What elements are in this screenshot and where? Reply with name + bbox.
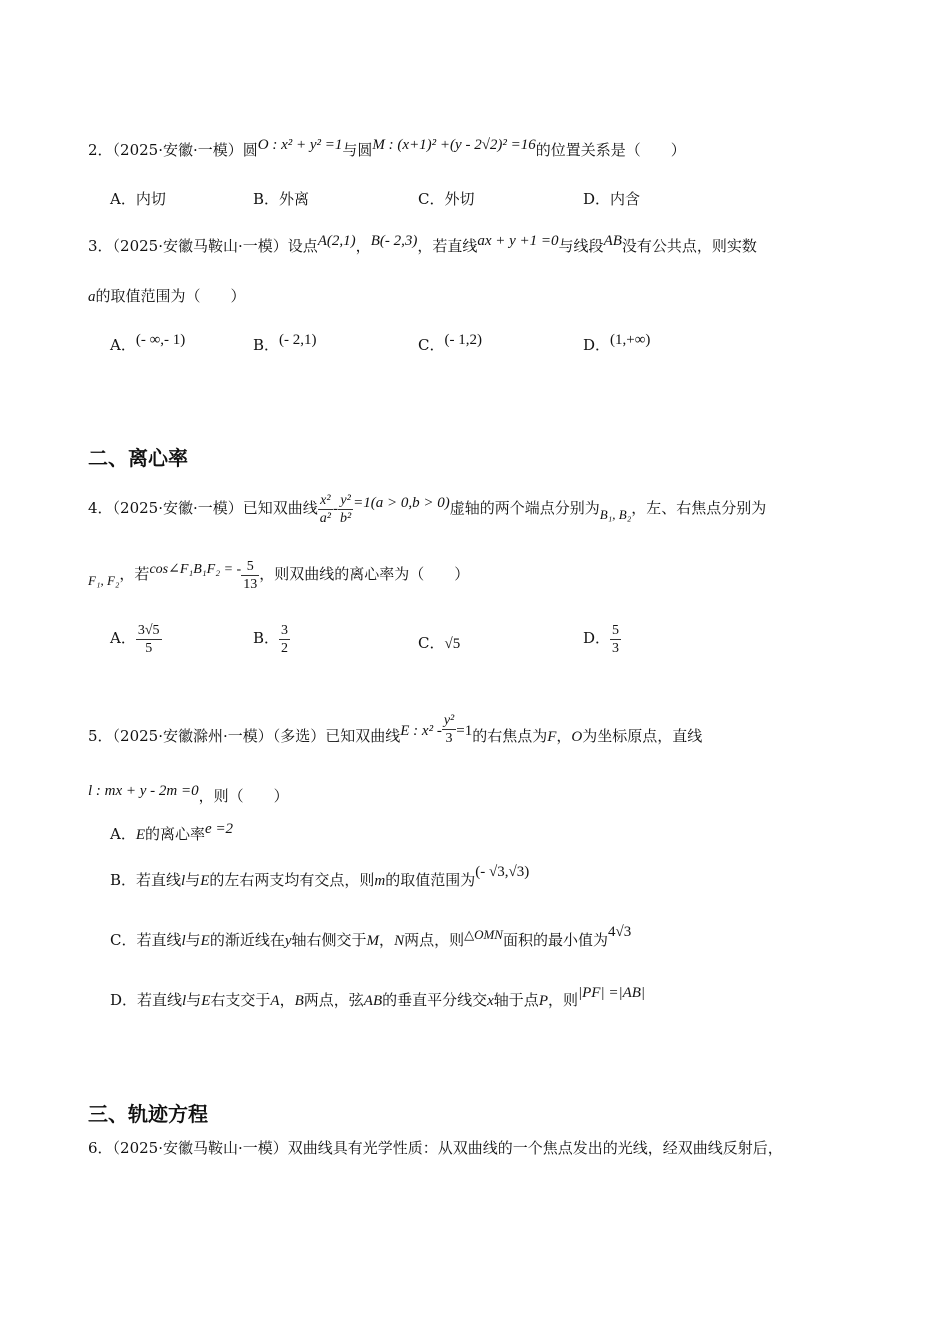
- fraction-denominator: 3: [445, 730, 453, 746]
- option-value: (1,+∞): [610, 332, 651, 348]
- question-text: 没有公共点，则实数: [621, 237, 757, 255]
- question-text: （2025·安徽马鞍山·一模）双曲线具有光学性质：从双曲线的一个焦点发出的光线，经双曲线反射后，: [112, 1139, 783, 1157]
- option-text: 的垂直平分线交: [382, 991, 488, 1009]
- math-operator: -: [332, 501, 338, 517]
- option-b: B．外离: [253, 190, 310, 208]
- fraction-numerator: 5: [612, 622, 620, 638]
- math-expression: e =2: [205, 821, 234, 837]
- math-variable: l: [181, 933, 186, 949]
- option-text: ，则: [547, 991, 578, 1009]
- math-expression: B(- 2,3): [370, 233, 418, 249]
- question-number: 3．: [88, 237, 113, 255]
- fraction-denominator: b²: [339, 510, 352, 526]
- option-letter: D．若直线: [110, 991, 183, 1009]
- section-heading: 三、轨迹方程: [88, 1102, 208, 1126]
- question-source: （2025·安徽·一模）已知双曲线: [112, 499, 318, 517]
- math-expression: △OMN: [464, 927, 503, 942]
- question-number: 6．: [88, 1139, 113, 1157]
- question-3-line-2: [88, 286, 246, 307]
- fraction-numerator: 3√5: [137, 622, 160, 638]
- math-expression: M : (x+1)² +(y - 2√2)² =16: [372, 137, 536, 153]
- option-d: D．内含: [583, 190, 641, 208]
- option-text: 的渐近线在: [209, 931, 285, 949]
- option-a: [110, 334, 185, 355]
- option-letter: B．: [253, 336, 280, 354]
- option-letter: D．: [583, 629, 611, 647]
- question-number: 2．: [88, 141, 113, 159]
- math-variable: E: [200, 873, 210, 889]
- math-variable: y: [284, 933, 292, 949]
- question-text: 与线段: [558, 237, 604, 255]
- fraction-numerator: x²: [318, 492, 333, 510]
- option-text: 两点，弦: [303, 991, 364, 1009]
- question-text: ，: [556, 727, 572, 745]
- option-value: (- 1,2): [444, 332, 482, 348]
- question-text: 的取值范围为（ ）: [95, 287, 246, 305]
- option-b: [253, 334, 317, 355]
- question-number: 5．: [88, 727, 113, 745]
- option-text: 右支交于: [210, 991, 271, 1009]
- fraction-denominator: 2: [281, 640, 289, 656]
- fraction-denominator: a²: [319, 510, 331, 526]
- fraction-denominator: 3: [612, 640, 620, 656]
- fraction: [136, 622, 162, 657]
- option-letter: B．若直线: [110, 871, 182, 889]
- question-3: [88, 233, 757, 257]
- math-variable: E: [135, 827, 146, 843]
- option-text: 与: [185, 931, 201, 949]
- section-heading: 二、离心率: [88, 446, 188, 470]
- option-letter: C．: [418, 336, 445, 354]
- fraction: [610, 622, 621, 657]
- question-2: [88, 137, 686, 161]
- option-letter: C．: [418, 634, 445, 652]
- math-variable: l: [181, 873, 186, 889]
- math-expression: |PF| =|AB|: [578, 985, 646, 1001]
- question-6: [88, 1138, 783, 1158]
- option-text: 的取值范围为: [385, 871, 476, 889]
- option-a: [110, 821, 234, 845]
- question-source: （2025·安徽滁州·一模）（多选）已知双曲线: [112, 727, 401, 745]
- fraction: [318, 492, 333, 527]
- option-d: [583, 334, 650, 355]
- option-text: 轴右侧交于: [291, 931, 367, 949]
- question-text: 的位置关系是（ ）: [535, 141, 686, 159]
- option-c: [110, 924, 632, 951]
- fraction-denominator: 13: [243, 576, 258, 592]
- question-text: ，则（ ）: [198, 787, 289, 805]
- math-variable: F: [547, 729, 557, 745]
- question-text: 为坐标原点，直线: [582, 727, 703, 745]
- question-text: 的右焦点为: [472, 727, 548, 745]
- math-variable: a: [88, 289, 96, 305]
- option-text: 两点，则: [404, 931, 465, 949]
- math-expression: cos∠F₁B₁F₂ = -: [149, 562, 242, 577]
- option-letter: D．: [583, 336, 611, 354]
- option-c: C．外切: [418, 190, 475, 208]
- math-variable: B: [294, 993, 304, 1009]
- fraction-numerator: 3: [281, 622, 289, 638]
- option-d: [583, 620, 621, 657]
- option-text: ，: [279, 991, 295, 1009]
- question-text: ，若: [119, 565, 150, 583]
- question-text: 虚轴的两个端点分别为: [449, 499, 600, 517]
- math-variable: m: [374, 873, 386, 889]
- option-text: 的离心率: [145, 825, 206, 843]
- math-variable: O: [571, 729, 583, 745]
- math-variable: P: [538, 993, 548, 1009]
- fraction: [279, 622, 290, 657]
- option-text: ，: [379, 931, 395, 949]
- question-5-line-2: [88, 783, 289, 807]
- math-expression: E : x² -: [400, 723, 442, 739]
- option-b: [253, 620, 290, 657]
- math-expression: A(2,1): [317, 233, 356, 249]
- question-4: [88, 490, 766, 527]
- question-text: 与圆: [342, 141, 373, 159]
- fraction: [442, 712, 456, 747]
- math-variable: l: [182, 993, 187, 1009]
- option-letter: B．: [253, 629, 280, 647]
- math-variable: AB: [363, 993, 383, 1009]
- math-variable: A: [270, 993, 280, 1009]
- option-text: 面积的最小值为: [502, 931, 608, 949]
- question-source: （2025·安徽马鞍山·一模）设点: [112, 237, 318, 255]
- option-a: [110, 620, 162, 657]
- option-c: [418, 632, 460, 653]
- question-text: ，左、右焦点分别为: [631, 499, 767, 517]
- option-text: 轴于点: [493, 991, 539, 1009]
- question-5: [88, 712, 703, 757]
- question-4-line-2: [88, 556, 469, 594]
- option-letter: A．: [110, 336, 136, 354]
- fraction: [338, 492, 353, 527]
- option-d: [110, 985, 646, 1011]
- fraction-numerator: y²: [338, 492, 353, 510]
- math-variable: E: [200, 933, 210, 949]
- fraction: [241, 558, 259, 593]
- math-expression: O : x² + y² =1: [257, 137, 343, 153]
- math-expression: B₁, B₂: [599, 507, 632, 522]
- question-source: （2025·安徽·一模）圆: [112, 141, 258, 159]
- option-value: √5: [444, 636, 461, 652]
- option-value: (- ∞,- 1): [135, 332, 186, 348]
- option-letter: C．若直线: [110, 931, 182, 949]
- math-expression: AB: [603, 233, 622, 249]
- math-expression: (- √3,√3): [475, 864, 530, 880]
- fraction-numerator: 5: [241, 558, 259, 576]
- question-text: ，: [355, 237, 371, 255]
- question-number: 4．: [88, 499, 113, 517]
- option-value: (- 2,1): [279, 332, 317, 348]
- math-variable: M: [366, 933, 380, 949]
- math-expression: ax + y +1 =0: [477, 233, 559, 249]
- math-expression: =1(a > 0,b > 0): [353, 495, 450, 511]
- math-variable: E: [201, 993, 211, 1009]
- math-expression: l : mx + y - 2m =0: [88, 783, 199, 799]
- fraction-denominator: 5: [145, 640, 153, 656]
- option-c: [418, 334, 482, 355]
- option-text: 的左右两支均有交点，则: [209, 871, 375, 889]
- math-variable: x: [487, 993, 494, 1009]
- option-text: 与: [185, 871, 201, 889]
- option-a: A．内切: [110, 190, 166, 208]
- option-b: [110, 864, 530, 891]
- math-expression: 4√3: [608, 924, 632, 940]
- option-text: 与: [186, 991, 202, 1009]
- question-text: ，则双曲线的离心率为（ ）: [259, 565, 470, 583]
- option-letter: A．: [110, 629, 136, 647]
- math-expression: =1: [456, 723, 473, 739]
- question-text: ，若直线: [417, 237, 478, 255]
- math-expression: F₁, F₂: [88, 573, 120, 588]
- fraction-numerator: y²: [443, 712, 455, 728]
- math-variable: N: [394, 933, 405, 949]
- option-letter: A．: [110, 825, 136, 843]
